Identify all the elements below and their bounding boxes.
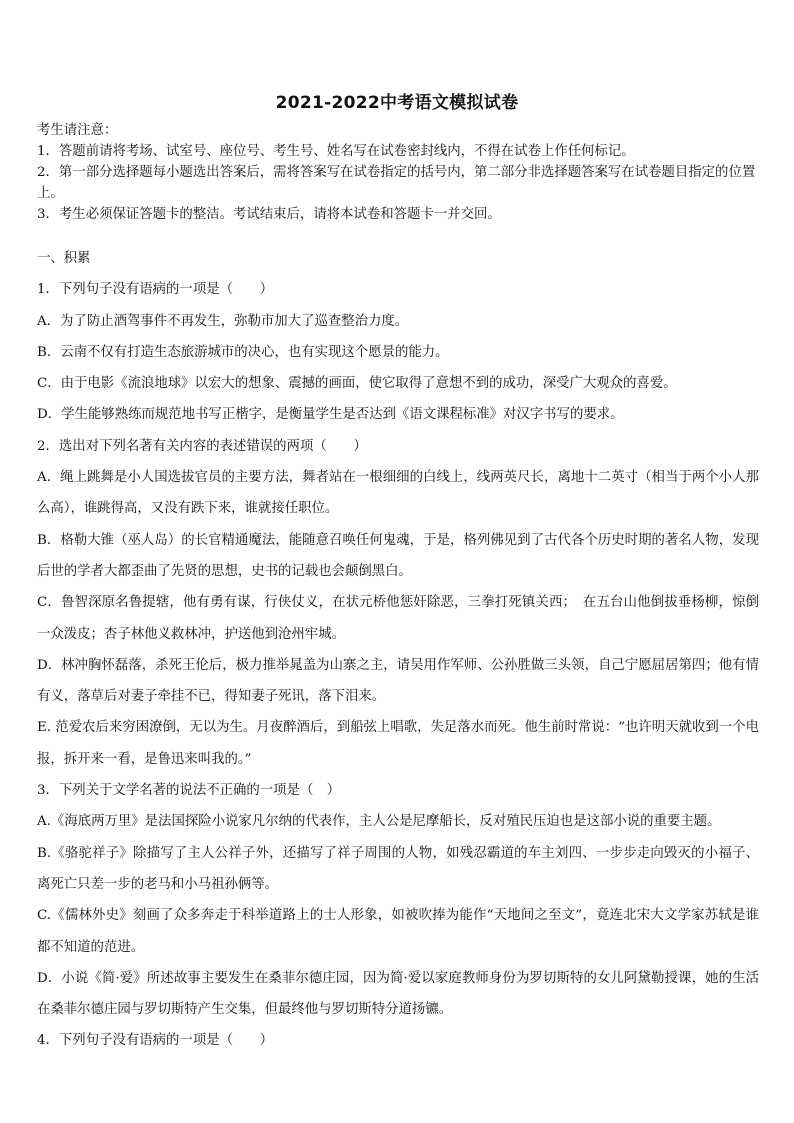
notice-heading: 考生请注意：	[37, 123, 118, 138]
question-stem: 4．下列句子没有语病的一项是（ ）	[37, 1033, 274, 1049]
option-c: C．由于电影《流浪地球》以宏大的想象、震撼的画面，使它取得了意想不到的成功，深受广大观众的喜爱。	[37, 376, 677, 392]
notice-item: 2．第一部分选择题每小题选出答案后，需将答案写在试卷指定的括号内，第二部分非选择题答案写在试卷题目指定的位置上。	[37, 165, 756, 201]
option-c: C.《儒林外史》刻画了众多奔走于科举道路上的士人形象，如被吹捧为能作“天地间之至文”，竟连北宋大文学家苏轼是谁都不知道的范进。	[37, 908, 759, 955]
notice-block	[37, 120, 759, 225]
option-c: C．鲁智深原名鲁提辖，他有勇有谋，行侠仗义，在状元桥他惩奸除恶，三拳打死镇关西； 在五台山他倒拔垂杨柳，惊倒一众泼皮；杏子林他义救林冲，护送他到沧州牢城。	[37, 595, 759, 642]
question-stem: 2．选出对下列名著有关内容的表述错误的两项（ ）	[37, 438, 367, 454]
option-e: E. 范爱农后来穷困潦倒，无以为生。月夜醉酒后，到船弦上唱歌，失足落水而死。他生前时常说：“也许明天就收到一个电报，拆开来一看，是鲁迅来叫我的。”	[37, 720, 759, 767]
exam-content	[37, 243, 759, 1057]
option-b: B．格勒大锥（巫人岛）的长官精通魔法，能随意召唤任何鬼魂，于是，格列佛见到了古代各个历史时期的著名人物，发现后世的学者大都歪曲了先贤的思想，史书的记载也会颠倒黑白。	[37, 532, 759, 579]
section-heading: 一、积累	[37, 251, 91, 266]
notice-item: 3．考生必须保证答题卡的整洁。考试结束后，请将本试卷和答题卡一并交回。	[37, 207, 501, 222]
question-stem: 3．下列关于文学名著的说法不正确的一项是（ ）	[37, 783, 341, 799]
option-a: A.《海底两万里》是法国探险小说家凡尔纳的代表作，主人公是尼摩船长，反对殖民压迫也是这部小说的重要主题。	[37, 814, 721, 830]
option-d: D．林冲胸怀磊落，杀死王伦后，极力推举晁盖为山寨之主，请吴用作军师、公孙胜做三头领，自己宁愿屈居第四；他有情有义，落草后对妻子牵挂不已，得知妻子死讯，落下泪来。	[37, 657, 759, 705]
notice-item: 1．答题前请将考场、试室号、座位号、考生号、姓名写在试卷密封线内，不得在试卷上作任何标记。	[37, 144, 635, 159]
page-title: 2021-2022中考语文模拟试卷	[275, 93, 519, 113]
question-stem: 1．下列句子没有语病的一项是（ ）	[37, 282, 274, 298]
option-b: B.《骆驼祥子》除描写了主人公祥子外，还描写了祥子周围的人物，如残忍霸道的车主刘四、一步步走向毁灭的小福子、离死亡只差一步的老马和小马祖孙俩等。	[37, 845, 759, 892]
option-b: B．云南不仅有打造生态旅游城市的决心，也有实现这个愿景的能力。	[37, 344, 449, 360]
option-a: A．绳上跳舞是小人国选拔官员的主要方法，舞者站在一根细细的白线上，线两英尺长，离地十二英寸（相当于两个小人那么高），谁跳得高，又没有跌下来，谁就接任职位。	[37, 470, 759, 517]
option-a: A．为了防止酒驾事件不再发生，弥勒市加大了巡查整治力度。	[37, 313, 409, 329]
option-d: D．学生能够熟练而规范地书写正楷字，是衡量学生是否达到《语文课程标准》对汉字书写的要求。	[37, 407, 624, 423]
option-d: D．小说《简·爱》所述故事主要发生在桑菲尔德庄园，因为简·爱以家庭教师身份为罗切斯特的女儿阿黛勒授课，她的生活在桑菲尔德庄园与罗切斯特产生交集，但最终他与罗切斯特分道扬镳。	[37, 970, 759, 1018]
